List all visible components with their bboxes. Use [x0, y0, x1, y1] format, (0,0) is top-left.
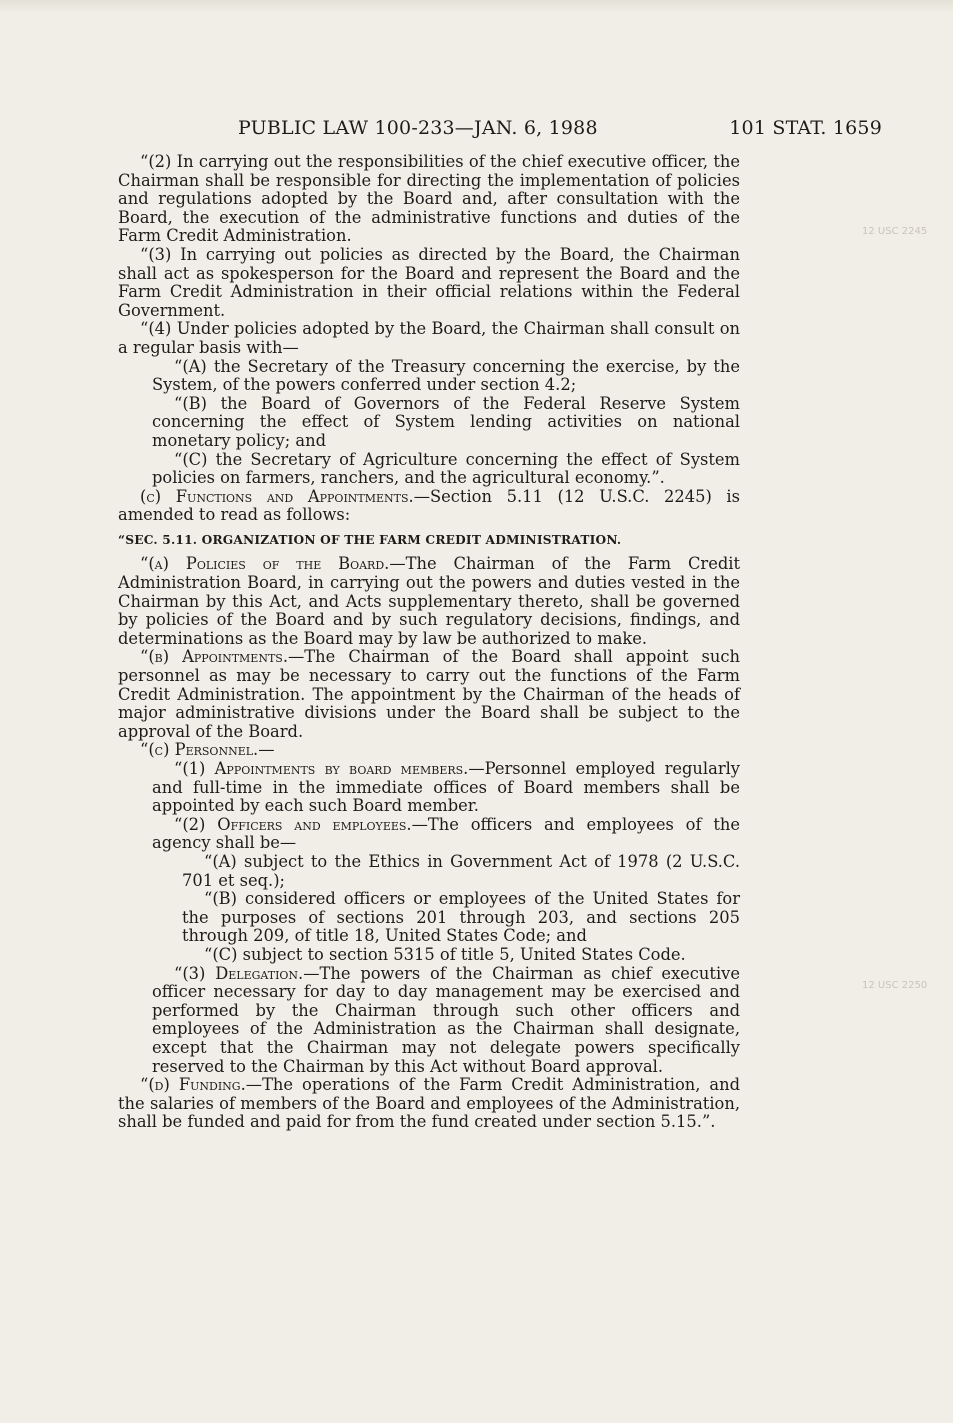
appointments-heading: “(1) Appointments by board members. — [174, 759, 469, 778]
paragraph-4: “(4) Under policies adopted by the Board, the Chairman shall consult on a regular basis with— — [118, 319, 740, 357]
funding-heading: “(d) Funding. — [140, 1075, 246, 1095]
officers-heading: “(2) Officers and employees. — [174, 814, 412, 834]
personnel-paragraph-2 — [152, 816, 740, 853]
subsection-b-text: —The Chairman of the Board shall appoint such personnel as may be necessary to carry out the functions of the Farm Credit Administration. The appointment by the Chairman of the heads of major administrative divisions under the Board shall be subject to the approval of the Board. — [118, 647, 740, 741]
page-top-edge — [0, 0, 953, 14]
paragraph-3: “(3) In carrying out policies as directed by the Board, the Chairman shall act as spokesperson for the Board and represent the Board and the Farm Credit Administration in their official relations within the Federal Government. — [118, 244, 740, 320]
subsection-b — [118, 648, 740, 741]
subsection-b-heading: “(b) Appointments. — [140, 647, 289, 667]
document-body — [118, 153, 740, 1132]
subsection-c-heading: (c) Functions and Appointments. — [140, 486, 414, 506]
subsection-c-amendment — [118, 488, 740, 525]
section-heading: “SEC. 5.11. ORGANIZATION OF THE FARM CREDIT ADMINISTRATION. — [118, 532, 622, 547]
personnel-paragraph-1 — [152, 760, 740, 816]
paragraph-2: “(2) In carrying out the responsibilities of the chief executive officer, the Chairman shall be responsible for directing the implementation of policies and regulations adopted by the Board and, after consultation with the Board, the execution of the administrative functions and duties of the Farm Credit Administration. — [118, 152, 740, 246]
subsection-c-text: —Section 5.11 (12 U.S.C. 2245) is amended to read as follows: — [118, 486, 740, 525]
paragraph-4-a: “(A) the Secretary of the Treasury concerning the exercise, by the System, of the powers conferred under section 4.2; — [152, 356, 740, 395]
paragraph-4-c: “(C) the Secretary of Agriculture concerning the effect of System policies on farmers, ranchers, and the agricultural economy.”. — [152, 449, 740, 488]
paragraph-4-b: “(B) the Board of Governors of the Federal Reserve System concerning the effect of System lending activities on national monetary policy; and — [152, 393, 740, 450]
page-header — [238, 117, 882, 143]
funding-text: —The operations of the Farm Credit Administration, and the salaries of members of the Board and employees of the Administration, shall be funded and paid for from the fund created under section 5.15.”. — [118, 1075, 741, 1132]
subsection-a-text: —The Chairman of the Farm Credit Administration Board, in carrying out the powers and duties vested in the Chairman by this Act, and Acts supplementary thereto, shall be governed by policies of the Board and by such regulatory decisions, findings, and determinations as the Board may by law be authorized to make. — [118, 554, 740, 648]
subsection-a — [118, 555, 740, 648]
officers-clause-a: “(A) subject to the Ethics in Government Act of 1978 (2 U.S.C. 701 et seq.); — [182, 851, 740, 890]
delegation-heading: “(3) Delegation. — [174, 963, 304, 983]
appointments-text: —Personnel employed regularly and full-time in the immediate offices of Board members shall be appointed by each such Board member. — [152, 759, 741, 816]
personnel-text: — — [258, 740, 275, 760]
bleed-through-margin-note: 12 USC 2245 — [862, 226, 928, 237]
delegation-text: —The powers of the Chairman as chief executive officer necessary for day to day management may be exercised and performed by the Chairman through such other officers and employees of the Administration as the Chairman shall designate, except that the Chairman may not delegate powers specifically reserved to the Chairman by this Act without Board approval. — [152, 963, 740, 1076]
officers-clause-c: “(C) subject to section 5315 of title 5, United States Code. — [204, 944, 686, 964]
officers-text: —The officers and employees of the agency shall be— — [152, 814, 740, 853]
subsection-a-heading: “(a) Policies of the Board. — [140, 554, 390, 574]
public-law-citation: PUBLIC LAW 100-233—JAN. 6, 1988 — [238, 117, 598, 139]
personnel-heading: “(c) Personnel. — [140, 740, 259, 760]
bleed-through-margin-note: 12 USC 2250 — [862, 980, 928, 991]
statute-page-number: 101 STAT. 1659 — [729, 117, 882, 139]
subsection-d — [118, 1076, 740, 1132]
officers-clause-b: “(B) considered officers or employees of the United States for the purposes of sections 201 through 203, and sections 205 through 209, of title 18, United States Code; and — [182, 889, 740, 946]
personnel-paragraph-3 — [152, 965, 740, 1077]
subsection-c-personnel — [118, 741, 740, 760]
